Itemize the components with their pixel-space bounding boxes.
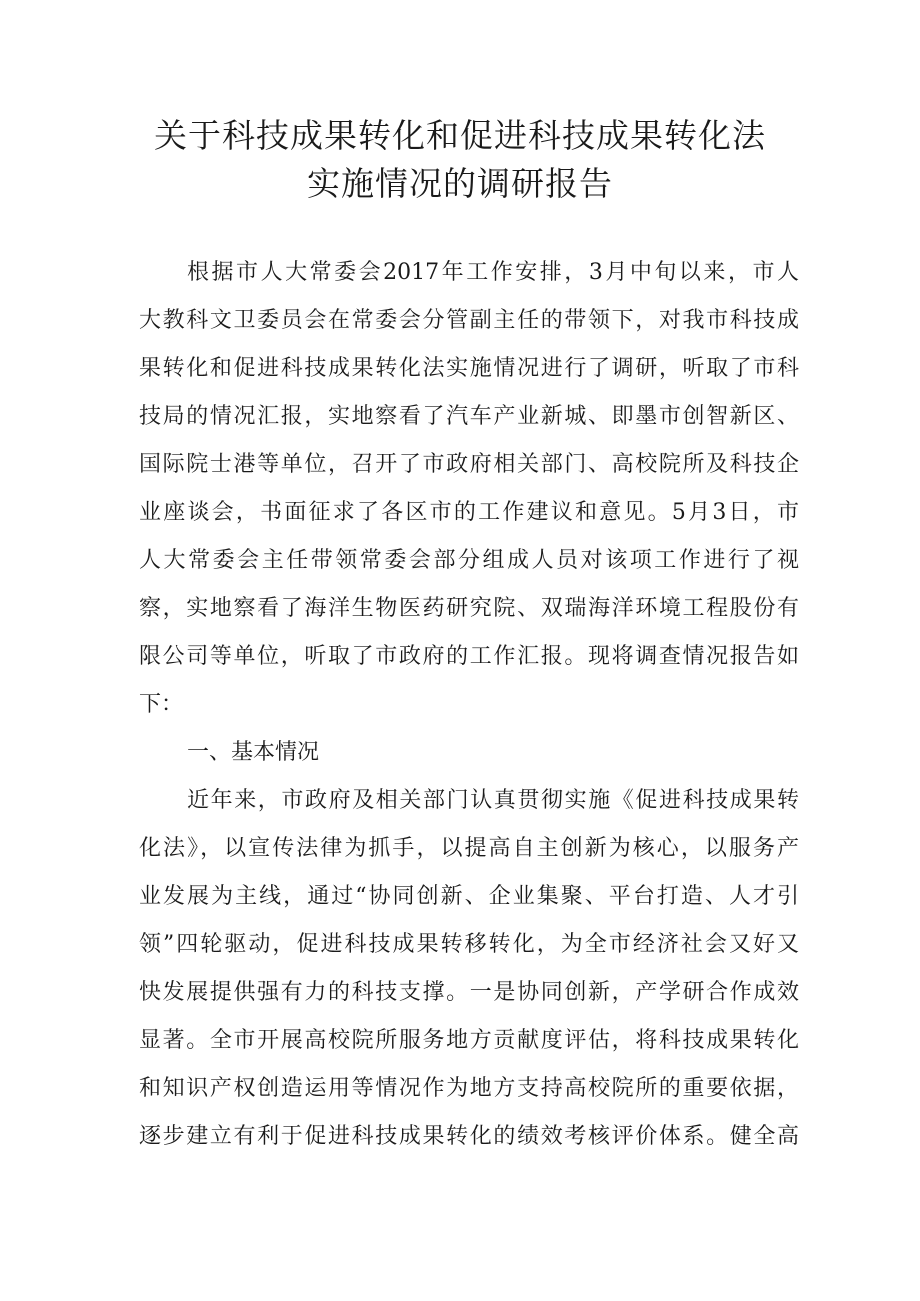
paragraph-basic-line-7: 和知识产权创造运用等情况作为地方支持高校院所的重要依据，: [139, 1076, 799, 1101]
section-heading-basic-situation: 一、基本情况: [187, 740, 320, 765]
paragraph-basic-line-5: 快发展提供强有力的科技支撑。一是协同创新，产学研合作成效: [139, 980, 799, 1005]
paragraph-basic-line-3: 业发展为主线，通过“协同创新、企业集聚、平台打造、人才引: [139, 884, 799, 909]
paragraph-intro-line-10: 下：: [139, 692, 184, 717]
paragraph-intro-line-6: 业座谈会，书面征求了各区市的工作建议和意见。5月3日，市: [139, 500, 799, 525]
paragraph-intro-line-4: 技局的情况汇报，实地察看了汽车产业新城、即墨市创智新区、: [139, 404, 799, 429]
paragraph-intro-line-9: 限公司等单位，听取了市政府的工作汇报。现将调查情况报告如: [139, 644, 799, 669]
paragraph-intro-line-7: 人大常委会主任带领常委会部分组成人员对该项工作进行了视: [139, 548, 799, 573]
paragraph-basic-line-8: 逐步建立有利于促进科技成果转化的绩效考核评价体系。健全高: [139, 1124, 799, 1149]
document-title-line-1: 关于科技成果转化和促进科技成果转化法: [154, 116, 766, 155]
document-title-line-2: 实施情况的调研报告: [307, 164, 613, 203]
paragraph-basic-line-4: 领”四轮驱动，促进科技成果转移转化，为全市经济社会又好又: [139, 932, 799, 957]
paragraph-basic-line-6: 显著。全市开展高校院所服务地方贡献度评估，将科技成果转化: [139, 1028, 799, 1053]
paragraph-intro-line-2: 大教科文卫委员会在常委会分管副主任的带领下，对我市科技成: [139, 308, 799, 333]
paragraph-intro-line-8: 察，实地察看了海洋生物医药研究院、双瑞海洋环境工程股份有: [139, 596, 799, 621]
paragraph-basic-line-2: 化法》，以宣传法律为抓手，以提高自主创新为核心，以服务产: [139, 836, 799, 861]
paragraph-intro-line-5: 国际院士港等单位，召开了市政府相关部门、高校院所及科技企: [139, 452, 799, 477]
paragraph-intro-line-3: 果转化和促进科技成果转化法实施情况进行了调研，听取了市科: [139, 356, 799, 381]
paragraph-basic-line-1: 近年来，市政府及相关部门认真贯彻实施《促进科技成果转: [187, 788, 799, 813]
paragraph-intro-line-1: 根据市人大常委会2017年工作安排，3月中旬以来，市人: [187, 260, 799, 285]
